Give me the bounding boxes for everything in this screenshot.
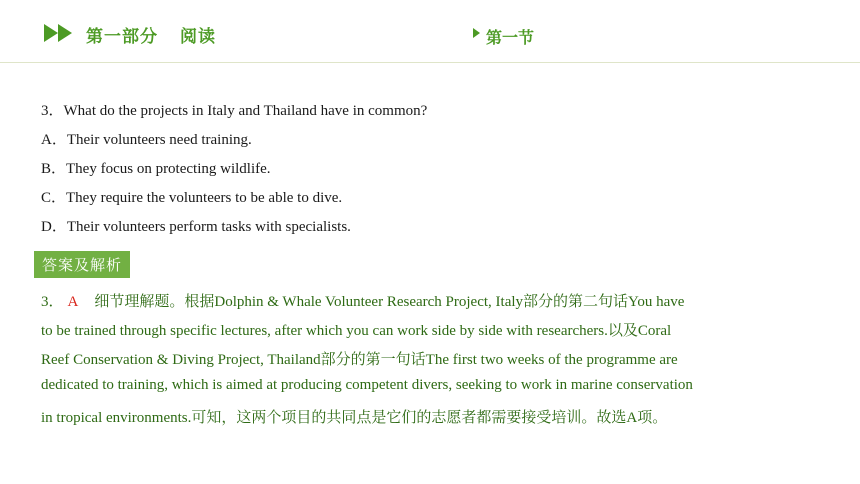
answer-text-1: 细节理解题。根据Dolphin & Whale Volunteer Research Project, Italy部分的第二句话You have xyxy=(94,294,685,310)
answer-line-1 xyxy=(41,290,684,311)
option-b: B．They focus on protecting wildlife. xyxy=(41,161,271,177)
option-a: A．Their volunteers need training. xyxy=(41,132,252,148)
answer-number: 3． xyxy=(41,294,64,310)
part-title xyxy=(86,22,216,47)
option-d: D．Their volunteers perform tasks with specialists. xyxy=(41,219,351,235)
answer-letter: A xyxy=(67,294,79,310)
answer-explanation-badge[interactable]: 答案及解析 xyxy=(34,251,130,278)
option-c: C．They require the volunteers to be able to dive. xyxy=(41,190,343,206)
section-title: 第一节 xyxy=(486,28,535,47)
part-title-label: 第一部分 xyxy=(86,27,158,47)
triangle-right-icon xyxy=(473,28,480,38)
answer-line-5: in tropical environments.可知，这两个项目的共同点是它们的志愿者都需要接受培训。故选A项。 xyxy=(41,410,668,426)
part-subtitle-label: 阅读 xyxy=(180,27,216,47)
answer-line-2: to be trained through specific lectures, after which you can work side by side with researchers.以及Coral xyxy=(41,323,672,339)
page-header xyxy=(0,0,860,63)
answer-line-3: Reef Conservation & Diving Project, Thailand部分的第一句话The first two weeks of the programme are xyxy=(41,352,678,368)
answer-line-4: dedicated to training, which is aimed at producing competent divers, seeking to work in marine conservation xyxy=(41,377,693,393)
question-stem: 3．What do the projects in Italy and Thailand have in common? xyxy=(41,103,428,119)
double-arrow-icon xyxy=(44,24,74,42)
